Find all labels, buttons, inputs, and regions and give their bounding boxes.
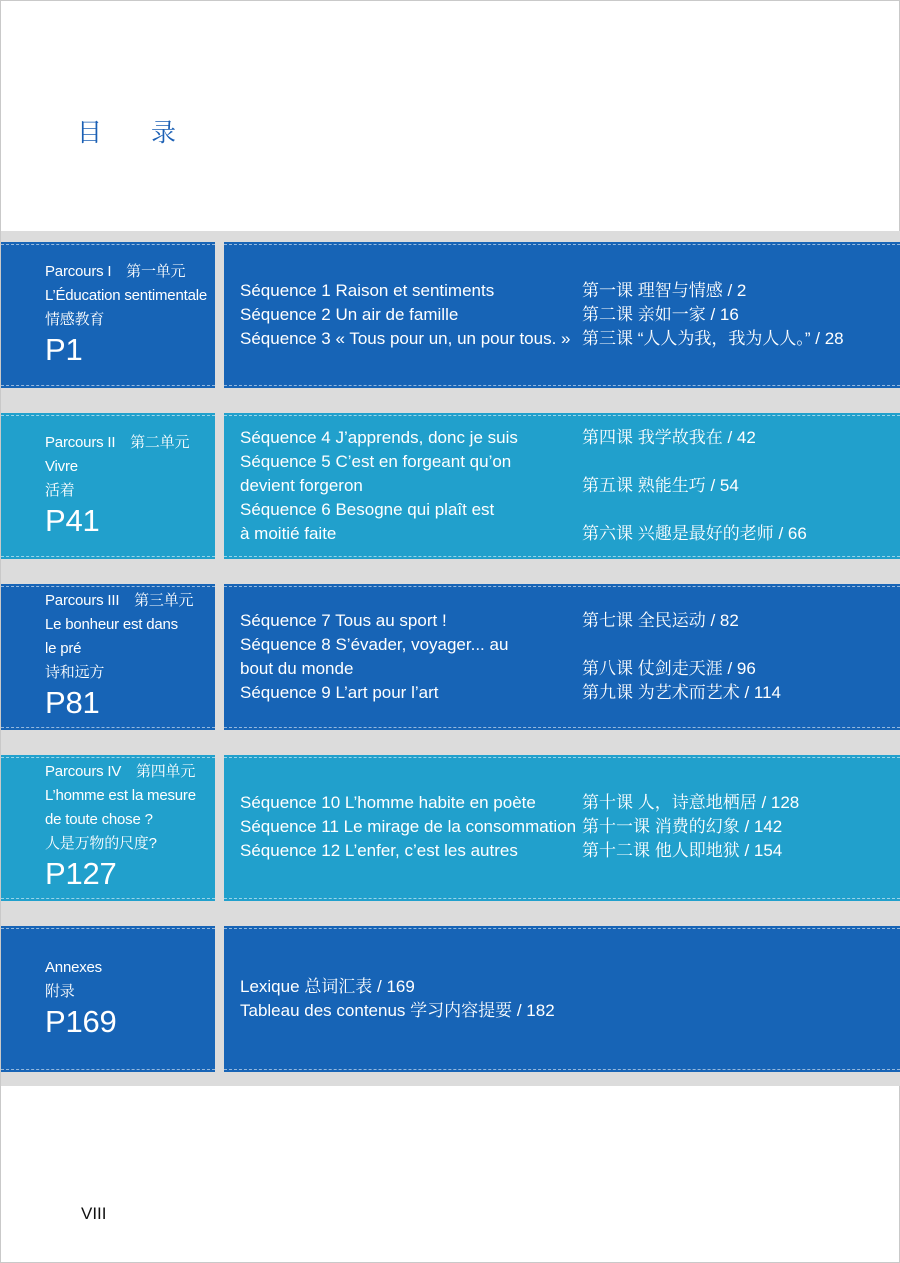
unit-label-box[interactable]: [1, 755, 215, 901]
dashed-divider: [224, 415, 900, 416]
lesson-title-zh: 第一课 理智与情感 / 2: [582, 281, 747, 300]
unit-lessons-box: [224, 584, 900, 730]
dashed-divider: [224, 385, 900, 386]
toc-unit: [1, 584, 900, 730]
dashed-divider: [224, 1069, 900, 1070]
unit-label: [45, 431, 213, 539]
lesson-title-zh: 第十课 人，诗意地栖居 / 128: [582, 793, 800, 812]
lesson-title-fr: Séquence 10 L’homme habite en poète: [240, 793, 536, 812]
lesson-row[interactable]: [240, 657, 892, 681]
dashed-divider: [224, 757, 900, 758]
lesson-title-fr: Séquence 5 C’est en forgeant qu’on: [240, 452, 512, 471]
unit-title-line: 附录: [45, 983, 75, 1000]
unit-title-line: 活着: [45, 482, 75, 499]
dashed-divider: [1, 586, 215, 587]
unit-lessons-box: [224, 242, 900, 388]
unit-start-page: P41: [45, 503, 100, 538]
dashed-divider: [224, 898, 900, 899]
lesson-title-fr: Tableau des contenus 学习内容提要 / 182: [240, 1001, 555, 1020]
lesson-title-fr: Lexique 总词汇表 / 169: [240, 977, 415, 996]
lesson-title-fr: à moitié faite: [240, 524, 337, 543]
lesson-title-zh: 第六课 兴趣是最好的老师 / 66: [582, 524, 807, 543]
unit-label-box[interactable]: [1, 413, 215, 559]
dashed-divider: [1, 928, 215, 929]
lesson-title-zh: 第八课 仗剑走天涯 / 96: [582, 659, 756, 678]
lesson-title-zh: 第十一课 消费的幻象 / 142: [582, 817, 783, 836]
unit-start-page: P169: [45, 1004, 117, 1039]
unit-title-line: Vivre: [45, 458, 78, 475]
lesson-title-fr: Séquence 9 L’art pour l’art: [240, 683, 439, 702]
unit-lessons-box: [224, 413, 900, 559]
lesson-row[interactable]: [240, 279, 892, 303]
unit-label: [45, 956, 213, 1040]
unit-number: Parcours III 第三单元: [45, 592, 194, 609]
unit-number: Annexes: [45, 959, 102, 976]
unit-title-line: le pré: [45, 640, 82, 657]
unit-title-line: de toute chose ?: [45, 811, 153, 828]
lesson-title-zh: 第十二课 他人即地狱 / 154: [582, 841, 783, 860]
toc-unit-band: [1, 744, 900, 915]
lesson-title-fr: devient forgeron: [240, 476, 363, 495]
lesson-row[interactable]: [240, 522, 892, 546]
dashed-divider: [224, 586, 900, 587]
toc-unit: [1, 926, 900, 1072]
toc-unit: [1, 242, 900, 388]
lesson-row[interactable]: [240, 999, 892, 1023]
dashed-divider: [224, 727, 900, 728]
unit-number: Parcours IV 第四单元: [45, 763, 196, 780]
page-title: 目 录: [77, 118, 189, 147]
lesson-title-fr: Séquence 1 Raison et sentiments: [240, 281, 495, 300]
lesson-row[interactable]: [240, 975, 892, 999]
unit-start-page: P1: [45, 332, 83, 367]
unit-title-line: L’homme est la mesure: [45, 787, 196, 804]
lesson-title-fr: Séquence 8 S’évader, voyager... au: [240, 635, 509, 654]
lesson-row[interactable]: [240, 474, 892, 498]
unit-start-page: P81: [45, 685, 100, 720]
unit-title-line: Le bonheur est dans: [45, 616, 178, 633]
toc-unit-band: [1, 573, 900, 744]
unit-title-line: L’Éducation sentimentale: [45, 287, 207, 304]
dashed-divider: [1, 1069, 215, 1070]
page-number: VIII: [81, 1204, 107, 1223]
unit-number: Parcours I 第一单元: [45, 263, 186, 280]
lesson-title-fr: Séquence 3 « Tous pour un, un pour tous. »: [240, 329, 571, 348]
lesson-row[interactable]: [240, 609, 892, 633]
lesson-row[interactable]: [240, 303, 892, 327]
lesson-title-fr: Séquence 2 Un air de famille: [240, 305, 459, 324]
unit-label: [45, 589, 213, 721]
lesson-title-zh: [582, 450, 892, 474]
unit-title-line: 诗和远方: [45, 664, 105, 681]
lesson-row[interactable]: [240, 498, 892, 522]
lesson-row[interactable]: [240, 327, 892, 351]
lesson-title-fr: Séquence 11 Le mirage de la consommation: [240, 817, 577, 836]
lesson-title-fr: Séquence 7 Tous au sport !: [240, 611, 447, 630]
lesson-title-zh: 第四课 我学故我在 / 42: [582, 428, 756, 447]
dashed-divider: [1, 898, 215, 899]
dashed-divider: [1, 757, 215, 758]
dashed-divider: [1, 556, 215, 557]
lesson-list: [240, 975, 892, 1023]
dashed-divider: [1, 727, 215, 728]
unit-title-line: 人是万物的尺度?: [45, 835, 157, 852]
unit-start-page: P127: [45, 856, 117, 891]
lesson-row[interactable]: [240, 450, 892, 474]
dashed-divider: [224, 556, 900, 557]
toc-unit: [1, 755, 900, 901]
unit-number: Parcours II 第二单元: [45, 434, 190, 451]
toc-unit: [1, 413, 900, 559]
lesson-title-zh: 第五课 熟能生巧 / 54: [582, 476, 739, 495]
lesson-row[interactable]: [240, 633, 892, 657]
lesson-title-zh: 第二课 亲如一家 / 16: [582, 305, 739, 324]
toc-unit-band: [1, 402, 900, 573]
dashed-divider: [1, 415, 215, 416]
lesson-list: [240, 279, 892, 351]
unit-label-box[interactable]: [1, 242, 215, 388]
unit-label: [45, 760, 213, 892]
dashed-divider: [1, 385, 215, 386]
lesson-title-zh: [582, 498, 892, 522]
lesson-title-zh: 第七课 全民运动 / 82: [582, 611, 739, 630]
lesson-row[interactable]: [240, 681, 892, 705]
lesson-row[interactable]: [240, 426, 892, 450]
lesson-title-fr: Séquence 12 L’enfer, c’est les autres: [240, 841, 518, 860]
lesson-title-zh: [582, 633, 892, 657]
unit-label-box[interactable]: [1, 926, 215, 1072]
lesson-title-fr: Séquence 4 J’apprends, donc je suis: [240, 428, 518, 447]
unit-label: [45, 260, 213, 368]
lesson-title-fr: bout du monde: [240, 659, 354, 678]
dashed-divider: [1, 244, 215, 245]
lesson-title-zh: 第三课 “人人为我，我为人人。” / 28: [582, 329, 844, 348]
lesson-title-zh: 第九课 为艺术而艺术 / 114: [582, 683, 781, 702]
lesson-title-fr: Séquence 6 Besogne qui plaît est: [240, 500, 495, 519]
unit-title-line: 情感教育: [45, 311, 105, 328]
unit-lessons-box: [224, 926, 900, 1072]
lesson-row[interactable]: [240, 815, 892, 839]
lesson-row[interactable]: [240, 791, 892, 815]
unit-label-box[interactable]: [1, 584, 215, 730]
toc-unit-band: [1, 915, 900, 1086]
unit-lessons-box: [224, 755, 900, 901]
lesson-list: [240, 426, 892, 546]
dashed-divider: [224, 928, 900, 929]
lesson-list: [240, 609, 892, 705]
toc-unit-band: [1, 231, 900, 402]
lesson-title-zh: [415, 975, 892, 999]
lesson-row[interactable]: [240, 839, 892, 863]
lesson-title-zh: [555, 999, 892, 1023]
dashed-divider: [224, 244, 900, 245]
lesson-list: [240, 791, 892, 863]
